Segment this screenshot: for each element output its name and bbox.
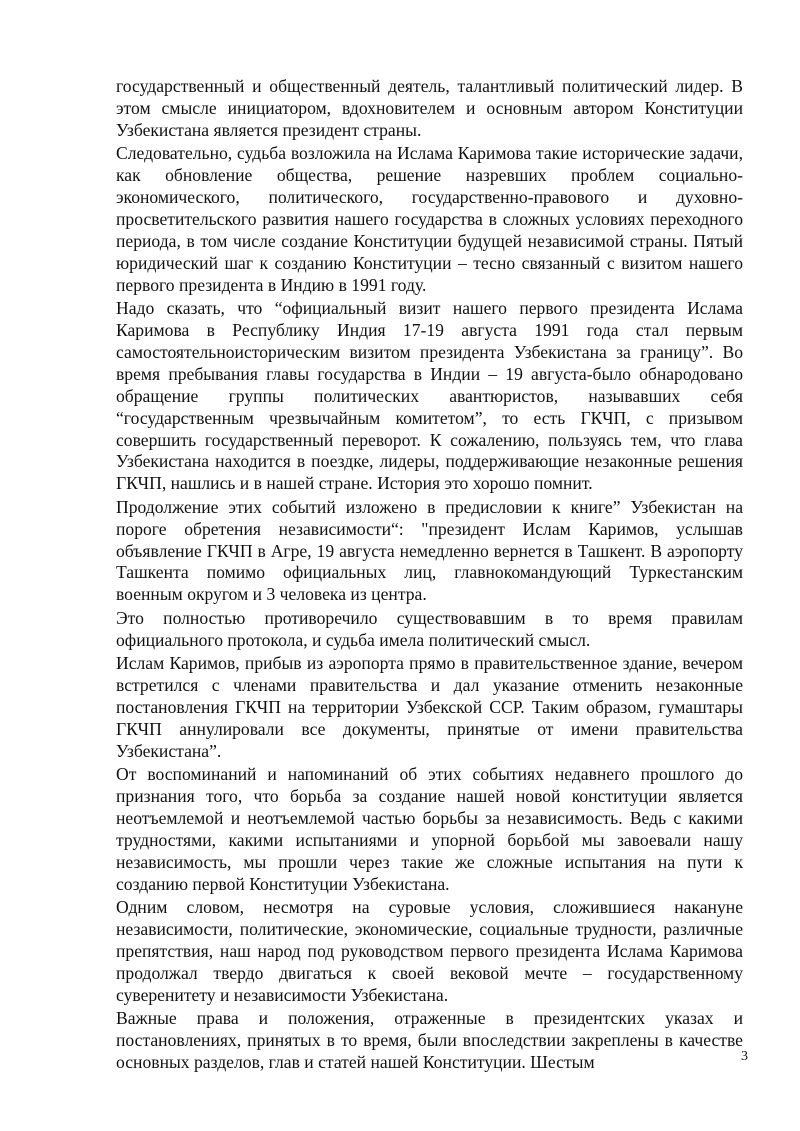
- paragraph-8: Одним словом, несмотря на суровые условия, сложившиеся накануне независимости, политические, экономические, социальные трудности, различные препятствия, наш народ под руководством первого президента Ислама Каримова продолжал твердо двигаться к своей вековой мечте – государственному суверенитету и независимости Узбекистана.: [116, 897, 743, 1005]
- body-text: [116, 76, 743, 1075]
- paragraph-2: Следовательно, судьба возложила на Ислама Каримова такие исторические задачи, как обновление общества, решение назревших проблем социально-экономического, политического, государственно-правового и духовно-просветительского развития нашего государства в сложных условиях переходного периода, в том числе создание Конституции будущей независимой страны. Пятый юридический шаг к созданию Конституции – тесно связанный с визитом нашего первого президента в Индию в 1991 году.: [116, 143, 743, 295]
- paragraph-4: Продолжение этих событий изложено в предисловии к книге” Узбекистан на пороге обретения независимости“: "президент Ислам Каримов, услышав объявление ГКЧП в Агре, 19 августа немедленно вернется в Ташкент. В аэропорту Ташкента помимо официальных лиц, главнокомандующий Туркестанским военным округом и 3 человека из центра.: [116, 496, 743, 605]
- paragraph-5: Это полностью противоречило существовавшим в то время правилам официального протокола, и судьба имела политический смысл.: [116, 607, 743, 650]
- paragraph-3: Надо сказать, что “официальный визит нашего первого президента Ислама Каримова в Республику Индия 17-19 августа 1991 года стал первым самостоятельноисторическим визитом президента Узбекистана за границу”. Во время пребывания главы государства в Индии – 19 августа-было обнародовано обращение группы политических авантюристов, называвших себя “государственным чрезвычайным комитетом”, то есть ГКЧП, с призывом совершить государственный переворот. К сожалению, пользуясь тем, что глава Узбекистана находится в поездке, лидеры, поддерживающие незаконные решения ГКЧП, нашлись и в нашей стране. История это хорошо помнит.: [116, 298, 743, 494]
- page-number: 3: [741, 1049, 748, 1064]
- paragraph-6: Ислам Каримов, прибыв из аэропорта прямо в правительственное здание, вечером встретился с членами правительства и дал указание отменить незаконные постановления ГКЧП на территории Узбекской ССР. Таким образом, гумаштары ГКЧП аннулировали все документы, принятые от имени правительства Узбекистана”.: [116, 653, 743, 761]
- paragraph-1: государственный и общественный деятель, талантливый политический лидер. В этом смысле инициатором, вдохновителем и основным автором Конституции Узбекистана является президент страны.: [116, 76, 743, 140]
- paragraph-9: Важные права и положения, отраженные в президентских указах и постановлениях, принятых в то время, были впоследствии закреплены в качестве основных разделов, глав и статей нашей Конституции. Шестым: [116, 1008, 743, 1072]
- paragraph-7: От воспоминаний и напоминаний об этих событиях недавнего прошлого до признания того, что борьба за создание нашей новой конституции является неотъемлемой и неотъемлемой частью борьбы за независимость. Ведь с какими трудностями, какими испытаниями и упорной борьбой мы завоевали нашу независимость, мы прошли через такие же сложные испытания на пути к созданию первой Конституции Узбекистана.: [116, 764, 743, 894]
